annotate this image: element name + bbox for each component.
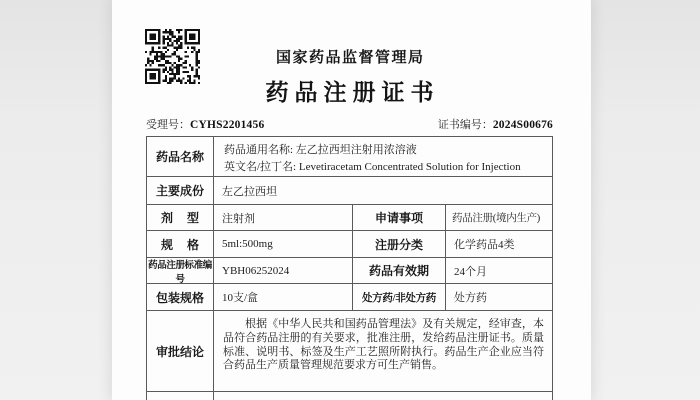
field-label-standard-number: 药品注册标准编号 bbox=[147, 258, 214, 284]
field-value-standard-number: YBH06252024 bbox=[214, 258, 353, 284]
field-value-drug-name bbox=[214, 137, 553, 177]
acceptance-label: 受理号： bbox=[146, 119, 190, 131]
certificate-number bbox=[438, 116, 553, 132]
field-label-rx-otc: 处方药/非处方药 bbox=[353, 284, 446, 311]
field-value-application-item: 药品注册(境内生产) bbox=[446, 205, 553, 231]
field-label-cutoff bbox=[147, 392, 214, 400]
field-value-approval-conclusion: 根据《中华人民共和国药品管理法》及有关规定，经审查，本品符合药品注册的有关要求，批准注册，发给药品注册证书。质量标准、说明书、标签及生产工艺照所附执行。药品生产企业应当符合药品生产质量管理规范要求方可生产销售。 bbox=[214, 311, 553, 392]
field-label-validity-period: 药品有效期 bbox=[353, 258, 446, 284]
certificate-table bbox=[146, 136, 553, 400]
field-label-registration-category: 注册分类 bbox=[353, 231, 446, 258]
issuing-agency: 国家药品监督管理局 bbox=[275, 49, 425, 66]
meta-row bbox=[146, 116, 553, 132]
field-value-package-spec: 10支/盒 bbox=[214, 284, 353, 311]
certificate-value: 2024S00676 bbox=[492, 119, 553, 131]
field-value-main-ingredient: 左乙拉西坦 bbox=[214, 177, 553, 205]
field-label-specification: 规格 bbox=[147, 231, 214, 258]
field-label-application-item: 申请事项 bbox=[353, 205, 446, 231]
field-label-package-spec: 包装规格 bbox=[147, 284, 214, 311]
field-value-registration-category: 化学药品4类 bbox=[446, 231, 553, 258]
field-label-dosage-form: 剂型 bbox=[147, 205, 214, 231]
field-value-rx-otc: 处方药 bbox=[446, 284, 553, 311]
field-value-cutoff bbox=[214, 392, 553, 400]
acceptance-value: CYHS2201456 bbox=[190, 119, 265, 131]
field-label-drug-name: 药品名称 bbox=[147, 137, 214, 177]
field-value-validity-period: 24个月 bbox=[446, 258, 553, 284]
field-value-specification: 5ml:500mg bbox=[214, 231, 353, 258]
field-value-dosage-form: 注射剂 bbox=[214, 205, 353, 231]
certificate-label: 证书编号： bbox=[437, 119, 493, 131]
field-label-approval-conclusion: 审批结论 bbox=[147, 311, 214, 392]
field-label-main-ingredient: 主要成份 bbox=[147, 177, 214, 205]
certificate-page bbox=[112, 0, 591, 400]
english-name-line: 英文名/拉丁名: Levetiracetam Concentrated Solution for Injection bbox=[224, 161, 521, 173]
generic-name-line: 药品通用名称: 左乙拉西坦注射用浓溶液 bbox=[224, 144, 417, 156]
acceptance-number bbox=[146, 116, 264, 132]
document-title: 药品注册证书 bbox=[265, 80, 440, 105]
